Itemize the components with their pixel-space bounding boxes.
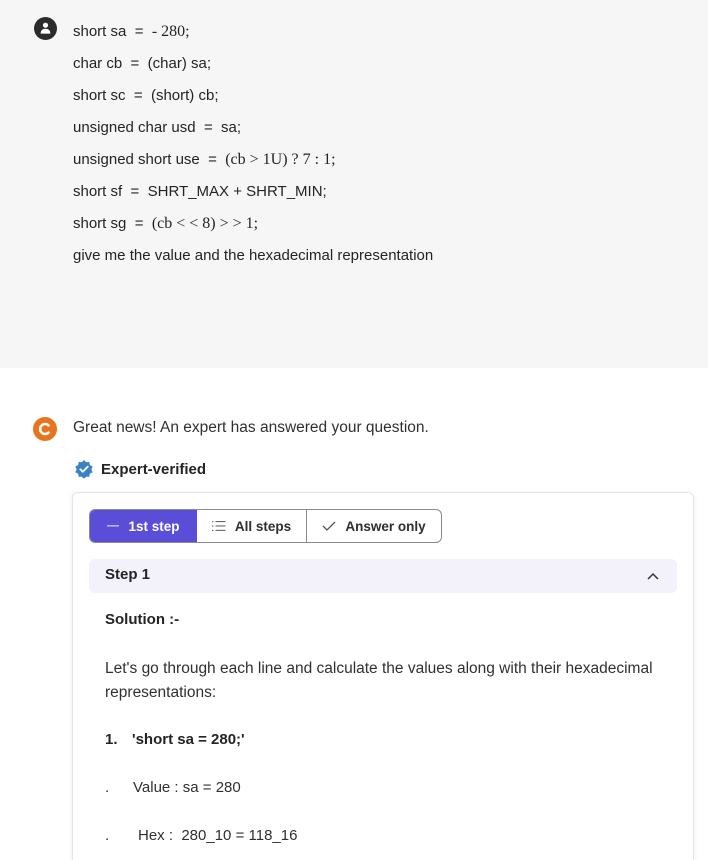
step-header[interactable]: [89, 559, 677, 593]
bullet-text: Value : sa = 280: [133, 779, 241, 796]
expert-verified-badge: [74, 458, 206, 480]
code-eq: =: [134, 215, 144, 232]
step-title: Step 1: [105, 566, 151, 583]
item-number: 1.: [105, 731, 118, 748]
tab-answer-only[interactable]: [307, 510, 441, 542]
verified-label: Expert-verified: [101, 460, 207, 478]
code-lhs: short sg: [73, 215, 127, 232]
question-line-1: [73, 22, 190, 42]
chevron-up-icon[interactable]: [645, 568, 661, 584]
tab-all-steps[interactable]: [197, 510, 307, 542]
answer-intro: Great news! An expert has answered your question.: [73, 419, 429, 436]
code-rhs: SHRT_MAX + SHRT_MIN;: [147, 183, 327, 200]
code-eq: =: [203, 119, 213, 136]
question-line-5: [73, 150, 336, 170]
answer-avatar: [33, 417, 57, 441]
code-lhs: short sa: [73, 23, 127, 40]
tab-first-step[interactable]: [90, 510, 197, 542]
code-lhs: unsigned char usd: [73, 119, 196, 136]
dash-icon: [107, 525, 119, 527]
solution-item-1: [105, 731, 245, 748]
code-lhs: char cb: [73, 55, 123, 72]
code-lhs: short sc: [73, 87, 126, 104]
code-rhs: sa;: [221, 119, 242, 136]
tab-all-steps-label: All steps: [234, 518, 292, 534]
check-icon: [322, 521, 336, 531]
question-line-6: [73, 182, 327, 202]
code-eq: =: [130, 183, 140, 200]
tab-answer-only-label: Answer only: [345, 518, 426, 534]
bullet-text: Hex : 280_10 = 118_16: [138, 827, 298, 844]
code-eq: =: [208, 151, 217, 168]
item-title: 'short sa = 280;': [132, 731, 245, 748]
code-rhs: - 280;: [151, 23, 190, 40]
code-rhs: (cb > 1U) ? 7 : 1;: [225, 151, 336, 168]
step-view-tabs: [89, 509, 442, 543]
bullet-value: [105, 779, 241, 830]
question-prompt: give me the value and the hexadecimal representation: [73, 247, 434, 264]
verified-badge-icon: [74, 459, 94, 479]
user-icon: [34, 17, 57, 40]
bullet-dot: .: [105, 827, 110, 844]
code-eq: =: [134, 23, 144, 40]
list-icon: [212, 520, 226, 532]
bullet-dot: .: [105, 779, 110, 796]
tab-first-step-label: 1st step: [128, 518, 180, 534]
code-rhs: (short) cb;: [150, 87, 219, 104]
code-rhs: (char) sa;: [147, 55, 212, 72]
code-lhs: short sf: [73, 183, 123, 200]
code-lhs: unsigned short use: [73, 151, 200, 168]
code-eq: =: [133, 87, 143, 104]
question-line-3: [73, 86, 218, 106]
code-eq: =: [130, 55, 140, 72]
solution-heading: Solution :-: [105, 611, 180, 628]
question-line-7: [73, 214, 258, 234]
solution-paragraph: Let's go through each line and calculate the values along with their hexadecimal representations:: [105, 660, 653, 701]
chegg-logo-icon: [33, 417, 57, 441]
bullet-hex: [105, 827, 298, 860]
user-avatar: [34, 17, 57, 40]
code-rhs: (cb < < 8) > > 1;: [151, 215, 259, 232]
question-line-4: [73, 118, 241, 138]
question-line-2: [73, 54, 211, 74]
